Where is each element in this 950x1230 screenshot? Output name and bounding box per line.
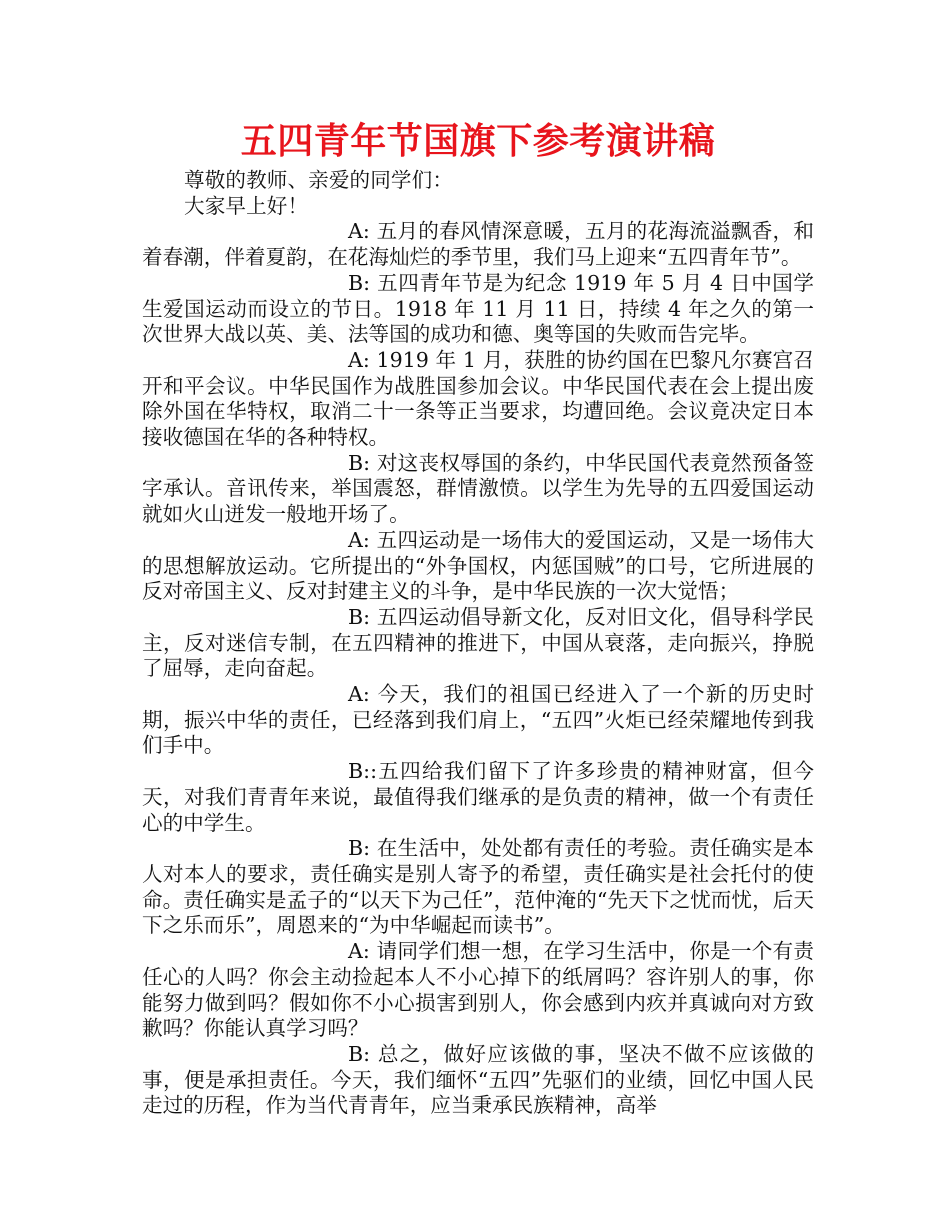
greeting-line: 尊敬的教师、亲爱的同学们： (184, 168, 454, 192)
paragraph-a-paris-conference: A: 1919 年 1 月，获胜的协约国在巴黎凡尔赛宫召开和平会议。中华民国作为战胜国参加会议。中华民国代表在会上提出废除外国在华特权，取消二十一条等正当要求，均遭回绝。会议竟决定日本接收德国在华的各种特权。 (142, 347, 814, 450)
paragraph-b-responsibility: B: 在生活中，处处都有责任的考验。责任确实是本人对本人的要求，责任确实是别人寄予的希望，责任确实是社会托付的使命。责任确实是孟子的“以天下为己任”，范仲淹的“先天下之忧而忧，后天下之乐而乐”，周恩来的“为中华崛起而读书”。 (142, 836, 814, 938)
paragraph-b-legacy: B::五四给我们留下了许多珍贵的精神财富，但今天，对我们青青年来说，最值得我们继承的是负责的精神，做一个有责任心的中学生。 (142, 759, 814, 835)
paragraph-a-today: A: 今天，我们的祖国已经进入了一个新的历史时期，振兴中华的责任，已经落到我们肩上，“五四”火炬已经荣耀地传到我们手中。 (142, 682, 814, 758)
paragraph-b-conclusion: B: 总之，做好应该做的事，坚决不做不应该做的事，便是承担责任。今天，我们缅怀“五四”先驱们的业绩，回忆中国人民走过的历程，作为当代青青年，应当秉承民族精神，高举 (142, 1041, 814, 1118)
paragraph-a-questions: A: 请同学们想一想，在学习生活中，你是一个有责任心的人吗？你会主动捡起本人不小心掉下的纸屑吗？容许别人的事，你能努力做到吗？假如你不小心损害到别人，你会感到内疚并真诚向对方致歉吗？你能认真学习吗？ (142, 939, 814, 1041)
document-page (142, 118, 814, 1119)
paragraph-b-new-culture: B: 五四运动倡导新文化，反对旧文化，倡导科学民主，反对迷信专制，在五四精神的推进下，中国从衰落，走向振兴，挣脱了屈辱，走向奋起。 (142, 604, 814, 681)
paragraph-a-movement: A: 五四运动是一场伟大的爱国运动，又是一场伟大的思想解放运动。它所提出的“外争国权，内惩国贼”的口号，它所进展的反对帝国主义、反对封建主义的斗争，是中华民族的一次大觉悟； (142, 527, 814, 604)
paragraph-a-spring: A: 五月的春风情深意暖，五月的花海流溢飘香，和着春潮，伴着夏韵，在花海灿烂的季节里，我们马上迎来“五四青年节”。 (142, 219, 814, 270)
document-title: 五四青年节国旗下参考演讲稿 (240, 121, 716, 162)
opening-line: 大家早上好！ (184, 193, 309, 218)
paragraph-b-origin: B: 五四青年节是为纪念 1919 年 5 月 4 日中国学生爱国运动而设立的节日。1918 年 11 月 11 日，持续 4 年之久的第一次世界大战以英、美、法等国的成功和德、奥等国的失败而告完毕。 (142, 270, 814, 347)
paragraph-b-outrage: B: 对这丧权辱国的条约，中华民国代表竟然预备签字承认。音讯传来，举国震怒，群情激愤。以学生为先导的五四爱国运动就如火山迸发一般地开场了。 (142, 450, 814, 527)
